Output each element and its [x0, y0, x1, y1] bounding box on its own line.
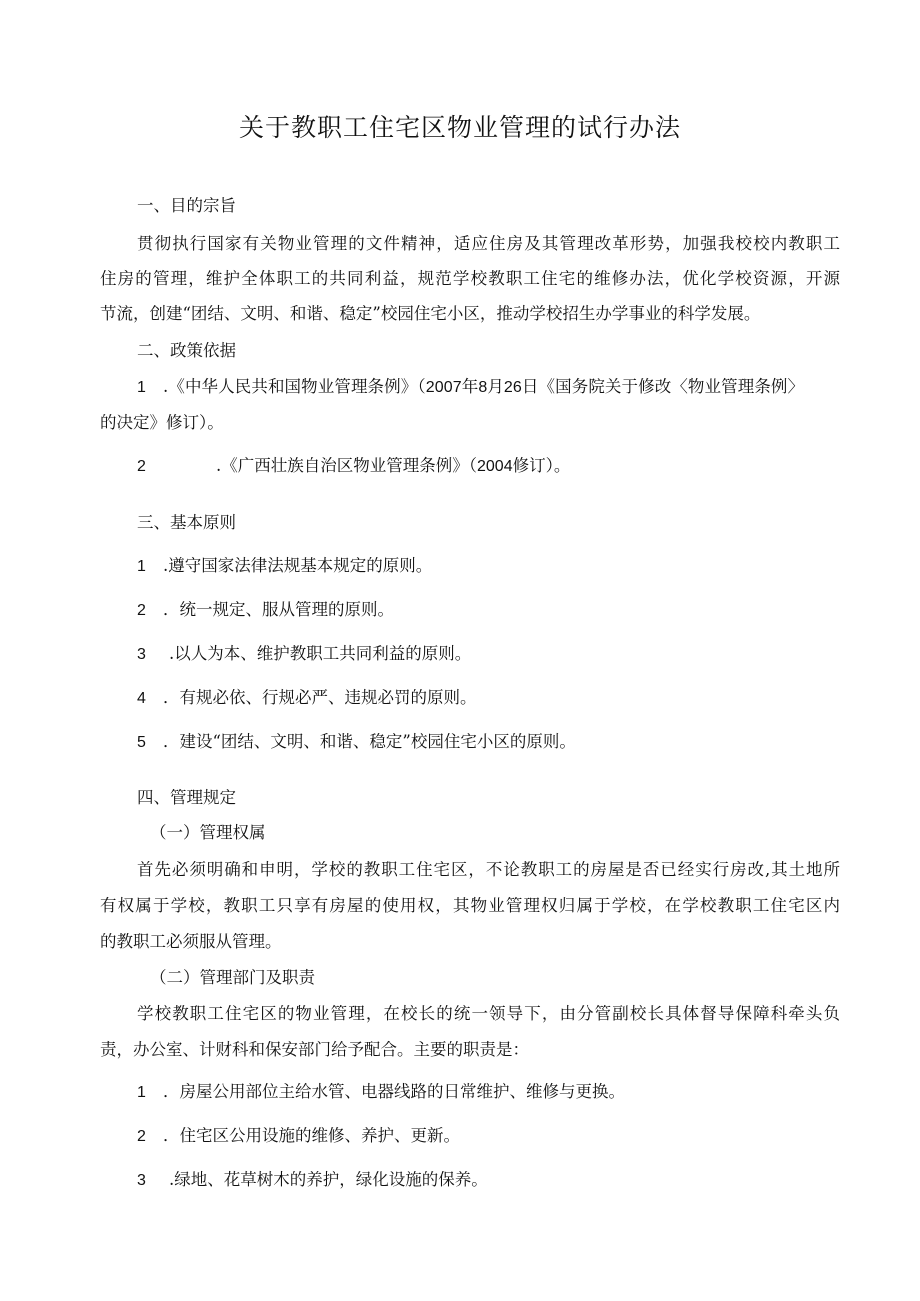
section-heading-regulations: 四、管理规定	[137, 788, 236, 807]
duty-item: 3 .绿地、花草树木的养护，绿化设施的保养。	[137, 1170, 488, 1189]
principle-item: 2 ．统一规定、服从管理的原则。	[137, 600, 394, 619]
paragraph-line: 住房的管理，维护全体职工的共同利益，规范学校教职工住宅的维修办法，优化学校资源，开源	[100, 269, 840, 288]
subsection-heading-ownership: （一）管理权属	[150, 823, 266, 842]
document-title: 关于教职工住宅区物业管理的试行办法	[238, 113, 681, 142]
duty-item: 1 ．房屋公用部位主给水管、电器线路的日常维护、维修与更换。	[137, 1082, 625, 1101]
principle-item: 4 ．有规必依、行规必严、违规必罚的原则。	[137, 688, 477, 707]
section-heading-policy-basis: 二、政策依据	[137, 341, 236, 360]
duty-item: 2 ．住宅区公用设施的维修、养护、更新。	[137, 1126, 460, 1145]
policy-item-2: 2 .《广西壮族自治区物业管理条例》（2004修订）。	[137, 456, 571, 475]
principle-item: 5 ．建设“团结、文明、和谐、稳定”校园住宅小区的原则。	[137, 732, 576, 751]
paragraph-line: 的教职工必须服从管理。	[100, 932, 282, 951]
paragraph-line: 有权属于学校，教职工只享有房屋的使用权，其物业管理权归属于学校，在学校教职工住宅区内	[100, 896, 840, 915]
paragraph-line: 首先必须明确和申明，学校的教职工住宅区，不论教职工的房屋是否已经实行房改,其土地所	[137, 860, 840, 879]
section-heading-principles: 三、基本原则	[137, 513, 236, 532]
section-heading-purpose: 一、目的宗旨	[137, 196, 236, 215]
paragraph-line: 责，办公室、计财科和保安部门给予配合。主要的职责是：	[100, 1040, 529, 1059]
paragraph-line: 学校教职工住宅区的物业管理，在校长的统一领导下，由分管副校长具体督导保障科牵头负	[137, 1004, 840, 1023]
principle-item: 1 .遵守国家法律法规基本规定的原则。	[137, 556, 433, 575]
policy-item-1-line2: 的决定》修订）。	[100, 413, 224, 432]
item-number: 1	[137, 379, 146, 396]
policy-item-1-line1: 1 .《中华人民共和国物业管理条例》（2007年8月26日《国务院关于修改〈物业管理条例〉	[137, 377, 805, 396]
paragraph-line: 节流，创建“团结、文明、和谐、稳定”校园住宅小区，推动学校招生办学事业的科学发展。	[100, 304, 761, 323]
subsection-heading-departments: （二）管理部门及职责	[150, 968, 315, 987]
paragraph-line: 贯彻执行国家有关物业管理的文件精神，适应住房及其管理改革形势，加强我校校内教职工	[137, 234, 840, 253]
principle-item: 3 .以人为本、维护教职工共同利益的原则。	[137, 644, 472, 663]
item-number: 2	[137, 458, 146, 475]
